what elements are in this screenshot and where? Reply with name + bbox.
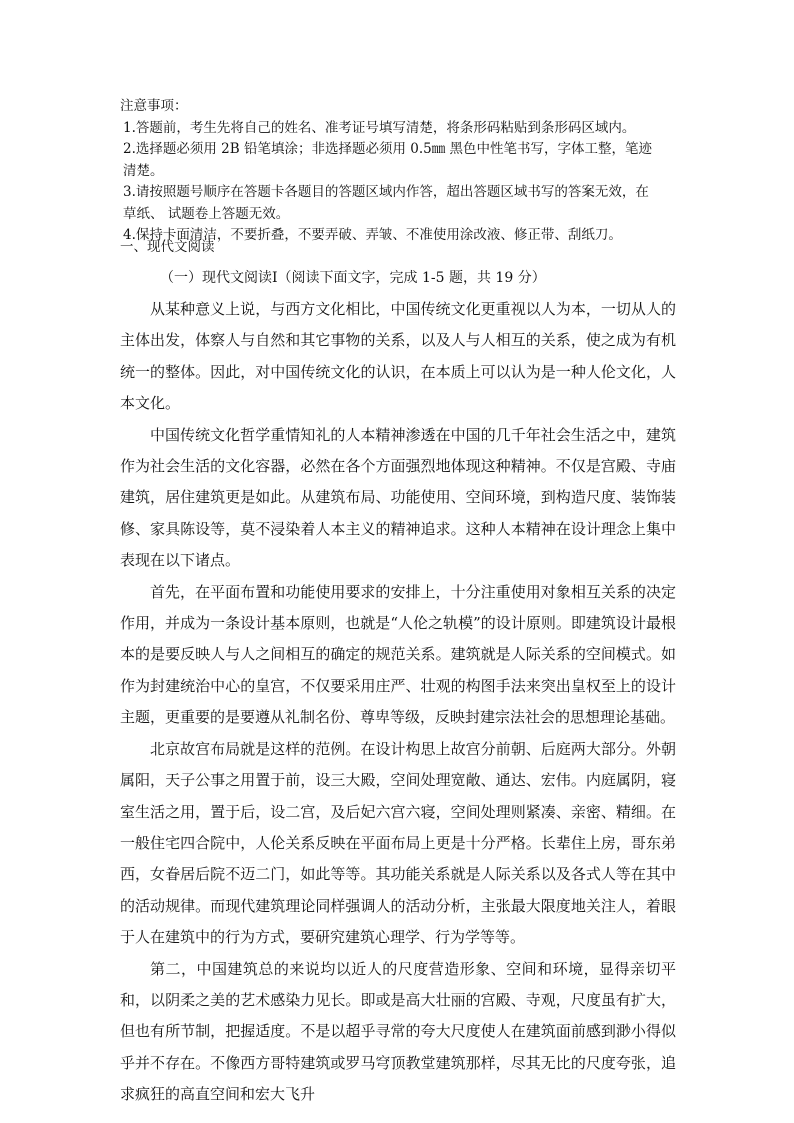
subsection-title: （一）现代文阅读Ⅰ（阅读下面文字，完成 1-5 题，共 19 分） xyxy=(160,270,546,286)
notice-line: 3.请按照题号顺序在答题卡各题目的答题区域内作答，超出答题区域书写的答案无效，在 xyxy=(123,184,649,200)
reading-passage xyxy=(120,294,676,1111)
notice-line: 清楚。 xyxy=(123,162,164,179)
notice-block xyxy=(120,96,680,247)
passage-paragraph: 首先，在平面布置和功能使用要求的安排上，十分注重使用对象相互关系的决定作用，并成为一条设计基本原则，也就是“人伦之轨模”的设计原则。即建筑设计最根本的是要反映人与人之间相互的确定的规范关系。建筑就是人际关系的空间模式。如作为封建统治中心的皇宫，不仅要采用庄严、壮观的构图手法来突出皇权至上的设计主题，更重要的是要遵从礼制名份、尊卑等级，反映封建宗法社会的思想理论基础。 xyxy=(120,582,676,727)
notice-line: 1.答题前，考生先将自己的姓名、准考证号填写清楚，将条形码粘贴到条形码区域内。 xyxy=(123,119,636,136)
notice-line: 4.保持卡面清洁，不要折叠，不要弄破、弄皱、不准使用涂改液、修正带、刮纸刀。 xyxy=(123,227,622,243)
notice-line: 草纸、 试题卷上答题无效。 xyxy=(123,205,290,222)
passage-paragraph: 第二，中国建筑总的来说均以近人的尺度营造形象、空间和环境，显得亲切平和，以阴柔之美的艺术感染力见长。即或是高大壮丽的宫殿、寺观，尺度虽有扩大，但也有所节制，把握适度。不是以超乎寻常的夸大尺度使人在建筑面前感到渺小得似乎并不存在。不像西方哥特建筑或罗马穹顶教堂建筑那样，尽其无比的尺度夸张，追求疯狂的高直空间和宏大飞升 xyxy=(120,959,676,1104)
passage-paragraph: 北京故宫布局就是这样的范例。在设计构思上故宫分前朝、后庭两大部分。外朝属阳，天子公事之用置于前，设三大殿，空间处理宽敞、通达、宏伟。内庭属阴，寝室生活之用，置于后，设二宫，及后妃六宫六寝，空间处理则紧凑、亲密、精细。在一般住宅四合院中，人伦关系反映在平面布局上更是十分严格。长辈住上房，哥东弟西，女眷居后院不迈二门，如此等等。其功能关系就是人际关系以及各式人等在其中的活动规律。而现代建筑理论同样强调人的活动分析，主张最大限度地关注人，着眼于人在建筑中的行为方式，要研究建筑心理学、行为学等等。 xyxy=(120,739,676,947)
notice-title: 注意事项： xyxy=(120,98,188,114)
passage-paragraph: 中国传统文化哲学重情知礼的人本精神渗透在中国的几千年社会生活之中，建筑作为社会生活的文化容器，必然在各个方面强烈地体现这种精神。不仅是宫殿、寺庙建筑，居住建筑更是如此。从建筑布局、功能使用、空间环境，到构造尺度、装饰装修、家具陈设等，莫不浸染着人本主义的精神追求。这种人本精神在设计理念上集中表现在以下诸点。 xyxy=(120,425,676,570)
passage-paragraph: 从某种意义上说，与西方文化相比，中国传统文化更重视以人为本，一切从人的主体出发，体察人与自然和其它事物的关系，以及人与人相互的关系，使之成为有机统一的整体。因此，对中国传统文化的认识，在本质上可以认为是一种人伦文化，人本文化。 xyxy=(120,300,676,413)
notice-line: 2.选择题必须用 2B 铅笔填涂；非选择题必须用 0.5㎜ 黑色中性笔书写，字体工整，笔迹 xyxy=(123,141,653,157)
section-title: 一、现代文阅读 xyxy=(120,239,215,255)
